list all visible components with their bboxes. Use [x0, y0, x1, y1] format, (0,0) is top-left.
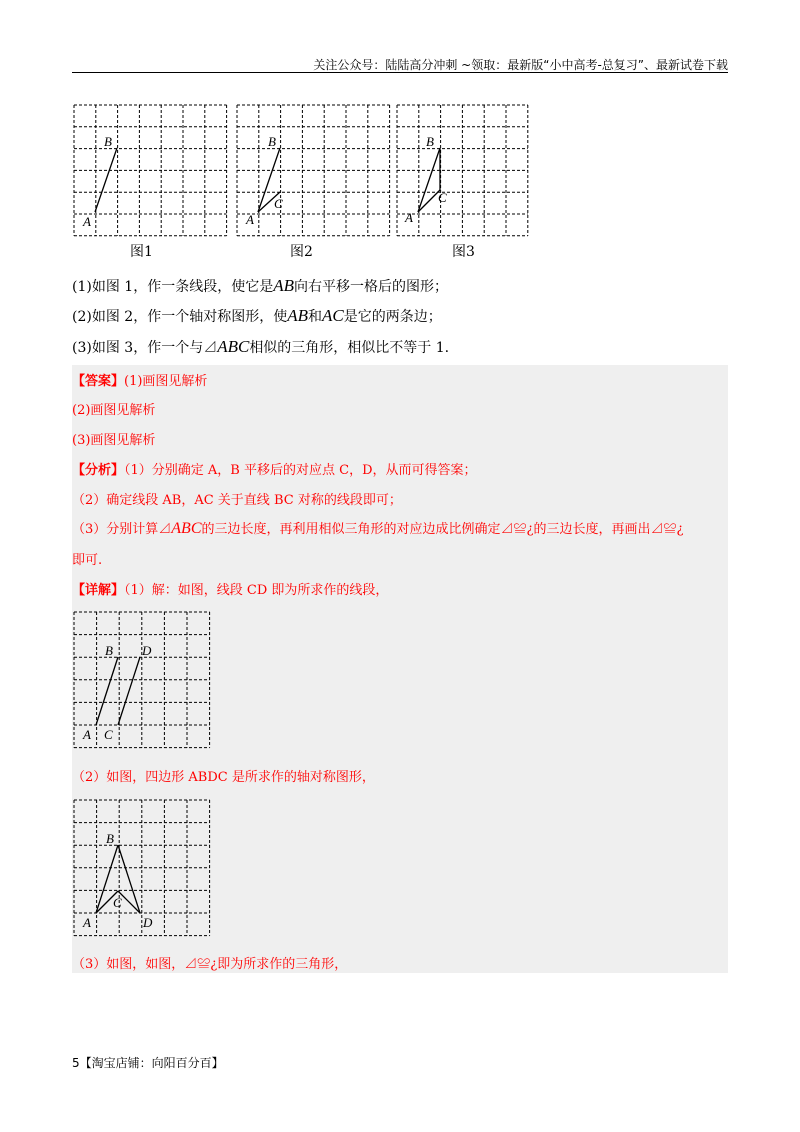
answer-line-3: (3)画图见解析	[72, 433, 156, 448]
question-1: (1)如图 1，作一条线段，使它是AB向右平移一格后的图形；	[72, 276, 448, 295]
segment-ab	[96, 657, 118, 725]
analysis-line-2: （2）确定线段 AB，AC 关于直线 BC 对称的线段即可；	[72, 493, 402, 508]
figure-3-caption: 图3	[452, 244, 475, 260]
footer-text: 5【淘宝店铺：向阳百分百】	[72, 1056, 224, 1070]
detail-line-3: （3）如图，如图，⊿≌¿即为所求作的三角形，	[72, 957, 348, 972]
label-b: B	[104, 134, 112, 149]
label-a: A	[83, 915, 91, 930]
label-c: C	[113, 895, 122, 910]
answer-line-1: 【答案】(1)画图见解析	[72, 374, 208, 389]
label-a: A	[83, 214, 91, 229]
label-b: B	[426, 134, 434, 149]
segment-ab	[418, 148, 440, 212]
label-b: B	[106, 831, 114, 846]
analysis-line-4: 即可.	[72, 553, 103, 568]
label-a: A	[83, 727, 91, 742]
analysis-line-1: 【分析】（1）分别确定 A，B 平移后的对应点 C，D，从而可得答案；	[72, 463, 477, 478]
analysis-line-3: （3）分别计算⊿ABC的三边长度，再利用相似三角形的对应边成比例确定⊿≌¿的三边长度，再画出⊿≌¿	[72, 520, 684, 537]
label-b: B	[105, 643, 113, 658]
question-3: (3)如图 3，作一个与⊿ABC相似的三角形，相似比不等于 1.	[72, 337, 450, 356]
label-a: A	[405, 210, 413, 225]
figure-2-grid	[236, 104, 392, 234]
label-d: D	[142, 643, 152, 658]
figure-2-caption: 图2	[290, 244, 313, 260]
figure-3-grid	[396, 104, 526, 234]
segment-ab	[95, 148, 117, 212]
label-c: C	[438, 190, 447, 205]
answer-line-2: (2)画图见解析	[72, 403, 156, 418]
figure-1-caption: 图1	[130, 244, 153, 260]
label-c: C	[104, 727, 113, 742]
question-2: (2)如图 2，作一个轴对称图形，使AB和AC是它的两条边；	[72, 306, 442, 325]
segment-cd	[118, 657, 140, 725]
figure-1-grid	[73, 104, 229, 234]
label-a: A	[246, 212, 254, 227]
header-rule	[72, 72, 728, 73]
header-text: 关注公众号：陆陆高分冲刺 ~领取：最新版“小中高考-总复习”、最新试卷下载	[313, 58, 728, 72]
detail-line-2: （2）如图，四边形 ABDC 是所求作的轴对称图形，	[72, 770, 375, 785]
label-b: B	[268, 134, 276, 149]
solution-2-grid	[73, 799, 209, 937]
label-d: D	[143, 915, 153, 930]
solution-1-grid	[73, 611, 209, 749]
label-c: C	[274, 196, 283, 211]
detail-line-1: 【详解】（1）解：如图，线段 CD 即为所求作的线段，	[72, 583, 389, 598]
